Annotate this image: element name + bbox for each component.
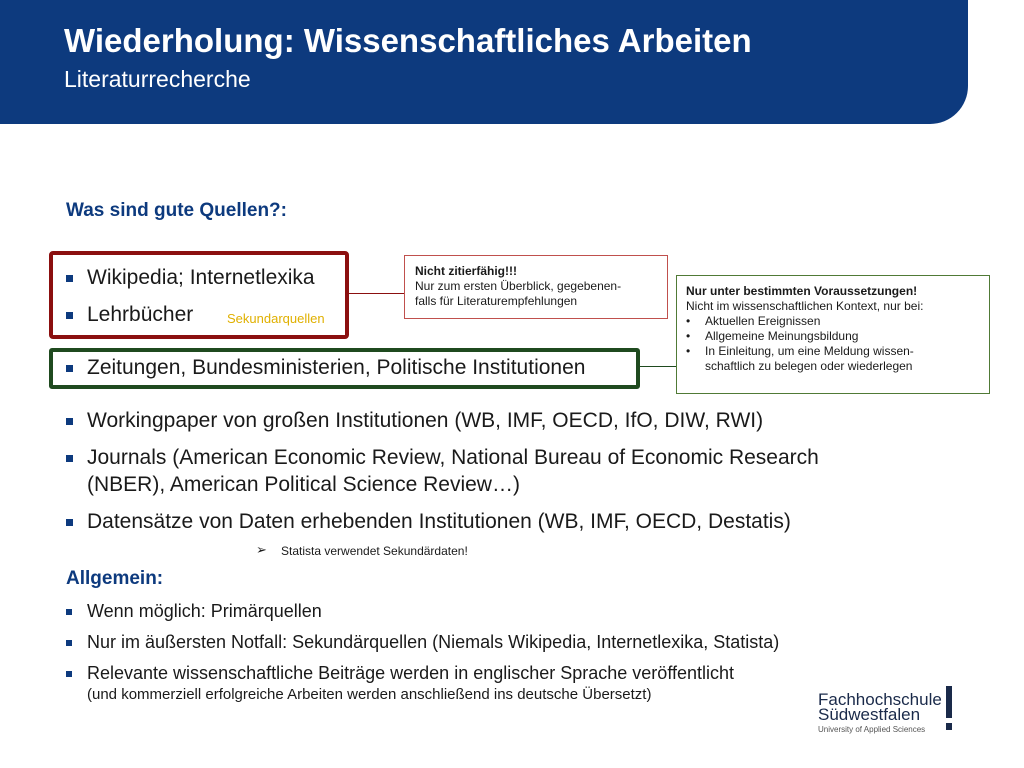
connector-line — [636, 366, 676, 367]
section-heading-sources: Was sind gute Quellen?: — [66, 200, 287, 221]
bullet-square-icon — [66, 671, 72, 677]
section-heading-general: Allgemein: — [66, 568, 164, 589]
bullet-square-icon — [66, 609, 72, 615]
title-banner — [0, 0, 968, 124]
bullet-square-icon — [66, 312, 73, 319]
bullet-square-icon — [66, 365, 73, 372]
bullet-square-icon — [66, 455, 73, 462]
bullet-square-icon — [66, 275, 73, 282]
list-item-continuation: (und kommerziell erfolgreiche Arbeiten werden anschließend ins deutsche Übersetzt) — [87, 686, 652, 703]
sub-list-item: Statista verwendet Sekundärdaten! — [281, 544, 468, 558]
logo-bar-icon — [946, 686, 952, 718]
note-conditional: Nur unter bestimmten Voraussetzungen! Nicht im wissenschaftlichen Kontext, nur bei: • Aktuellen Ereignissen • Allgemeine Meinungsbildung • In Einleitung, um eine Meldung wissen- schaftlich zu belegen oder wiederlegen — [676, 275, 990, 394]
secondary-source-label: Sekundarquellen — [227, 311, 325, 326]
slide-subtitle: Literaturrecherche — [64, 66, 251, 92]
list-item-continuation: (NBER), American Political Science Review…) — [87, 473, 520, 496]
slide-title: Wiederholung: Wissenschaftliches Arbeiten — [64, 22, 752, 59]
connector-line — [345, 293, 404, 294]
logo-dot-icon — [946, 723, 952, 730]
bullet-square-icon — [66, 640, 72, 646]
note-not-citable: Nicht zitierfähig!!! Nur zum ersten Überblick, gegebenen- falls für Literaturempfehlungen — [404, 255, 668, 319]
bullet-square-icon — [66, 418, 73, 425]
bullet-square-icon — [66, 519, 73, 526]
arrow-bullet-icon: ➢ — [256, 542, 267, 557]
